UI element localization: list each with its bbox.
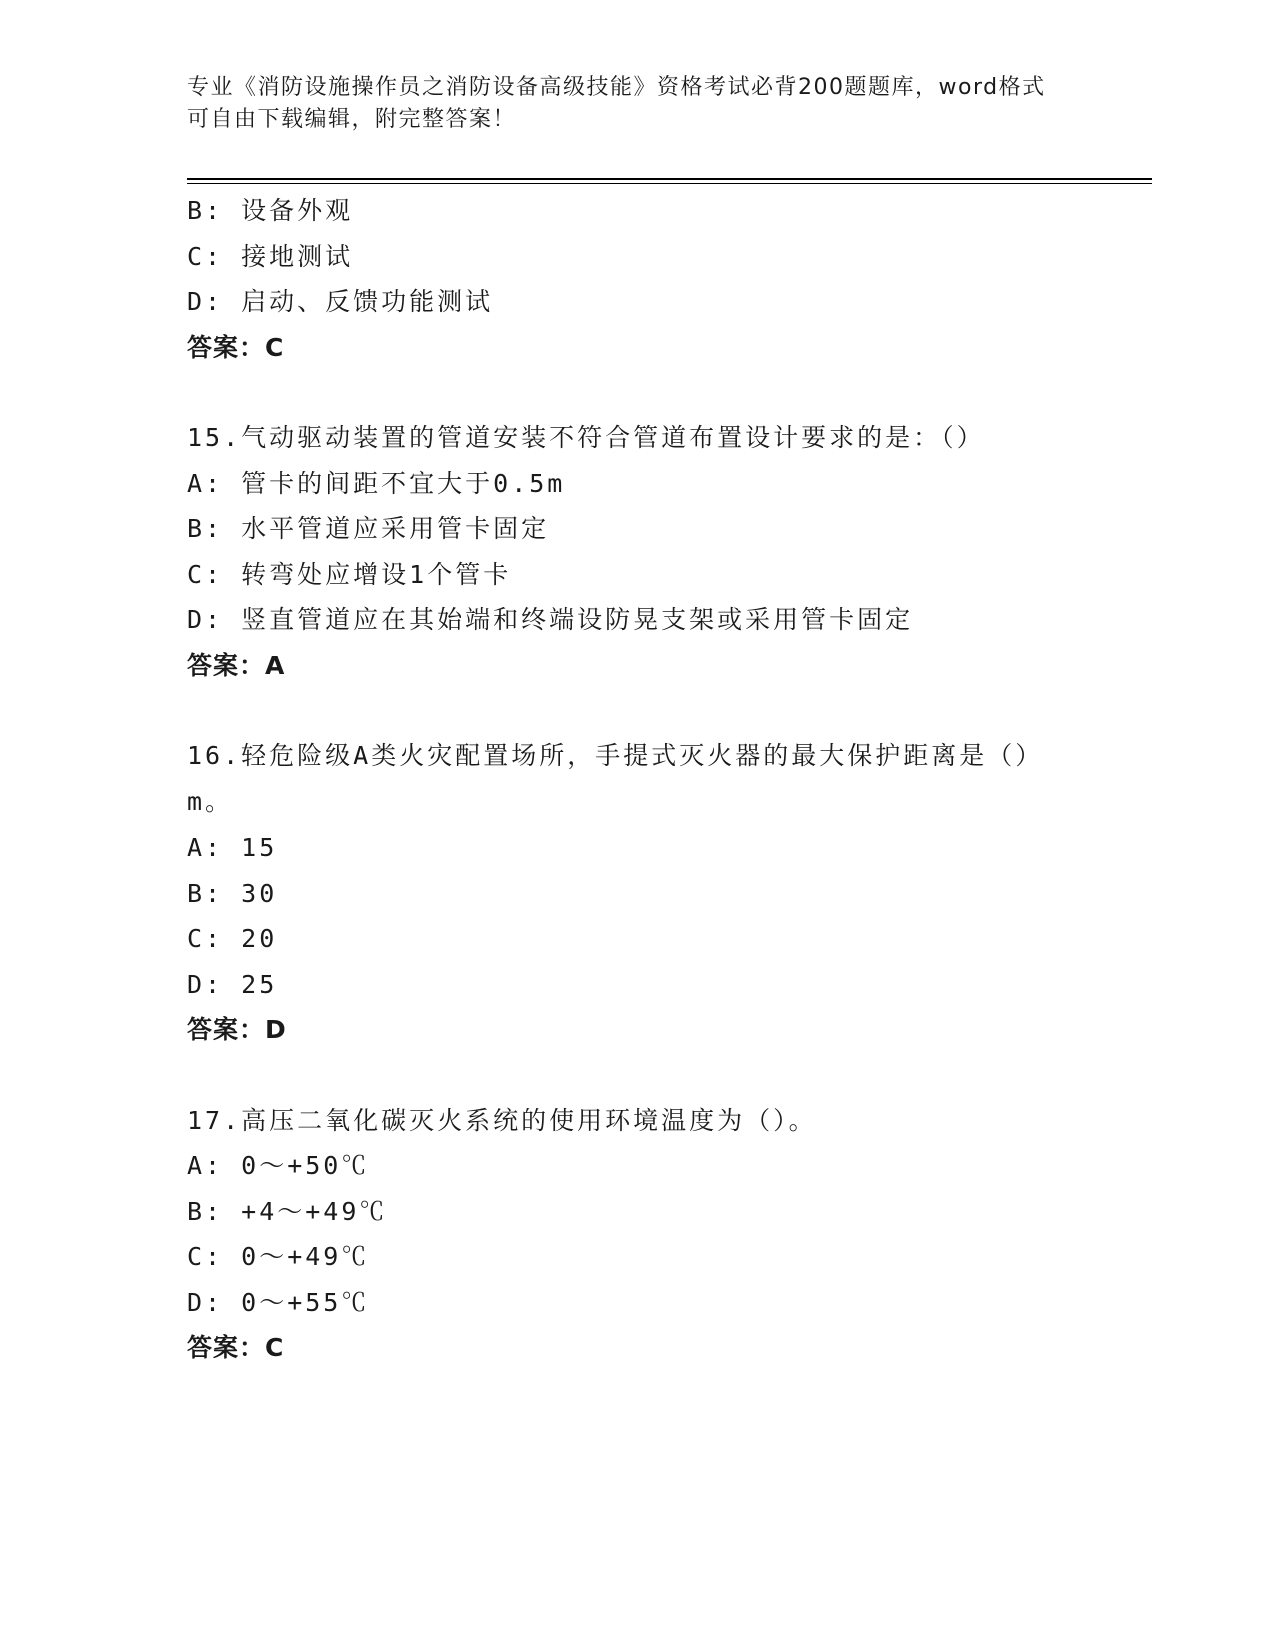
- answer-line: 答案：C: [187, 332, 285, 362]
- option-a: A: 0～+50℃: [187, 1151, 370, 1180]
- option-c: C: 接地测试: [187, 241, 354, 271]
- partial-question: [187, 188, 1067, 370]
- option-b: B: +4～+49℃: [187, 1196, 388, 1226]
- question-16: [187, 733, 1067, 1053]
- question-content: [187, 188, 1067, 1371]
- spacer: [187, 688, 1067, 733]
- header-divider-thin: [187, 183, 1152, 184]
- option-d: D: 25: [187, 969, 278, 999]
- option-d: D: 竖直管道应在其始端和终端设防晃支架或采用管卡固定: [187, 605, 914, 634]
- option-a: A: 15: [187, 833, 278, 862]
- option-b: B: 30: [187, 878, 278, 908]
- option-c: C: 转弯处应增设1个管卡: [187, 559, 512, 589]
- option-c: C: 20: [187, 924, 278, 953]
- question-text: 17.高压二氧化碳灭火系统的使用环境温度为（）。: [187, 1105, 817, 1135]
- page-header: 专业《消防设施操作员之消防设备高级技能》资格考试必背200题题库，word格式可自由下载编辑，附完整答案！: [187, 75, 1046, 132]
- answer-line: 答案：C: [187, 1333, 285, 1362]
- option-c: C: 0～+49℃: [187, 1242, 370, 1271]
- option-b: B: 设备外观: [187, 196, 354, 225]
- spacer: [187, 370, 1067, 415]
- question-text: 15.气动驱动装置的管道安装不符合管道布置设计要求的是：（）: [187, 423, 985, 452]
- question-15: [187, 415, 1067, 688]
- option-d: D: 0～+55℃: [187, 1287, 370, 1317]
- option-d: D: 启动、反馈功能测试: [187, 287, 494, 316]
- option-a: A: 管卡的间距不宜大于0.5m: [187, 468, 566, 498]
- spacer: [187, 1053, 1067, 1098]
- question-text: 16.轻危险级A类火灾配置场所，手提式灭火器的最大保护距离是（）m。: [187, 741, 1044, 816]
- option-b: B: 水平管道应采用管卡固定: [187, 514, 550, 543]
- answer-line: 答案：D: [187, 1015, 287, 1044]
- header-divider-thick: [187, 178, 1152, 180]
- answer-line: 答案：A: [187, 650, 286, 680]
- question-17: [187, 1098, 1067, 1371]
